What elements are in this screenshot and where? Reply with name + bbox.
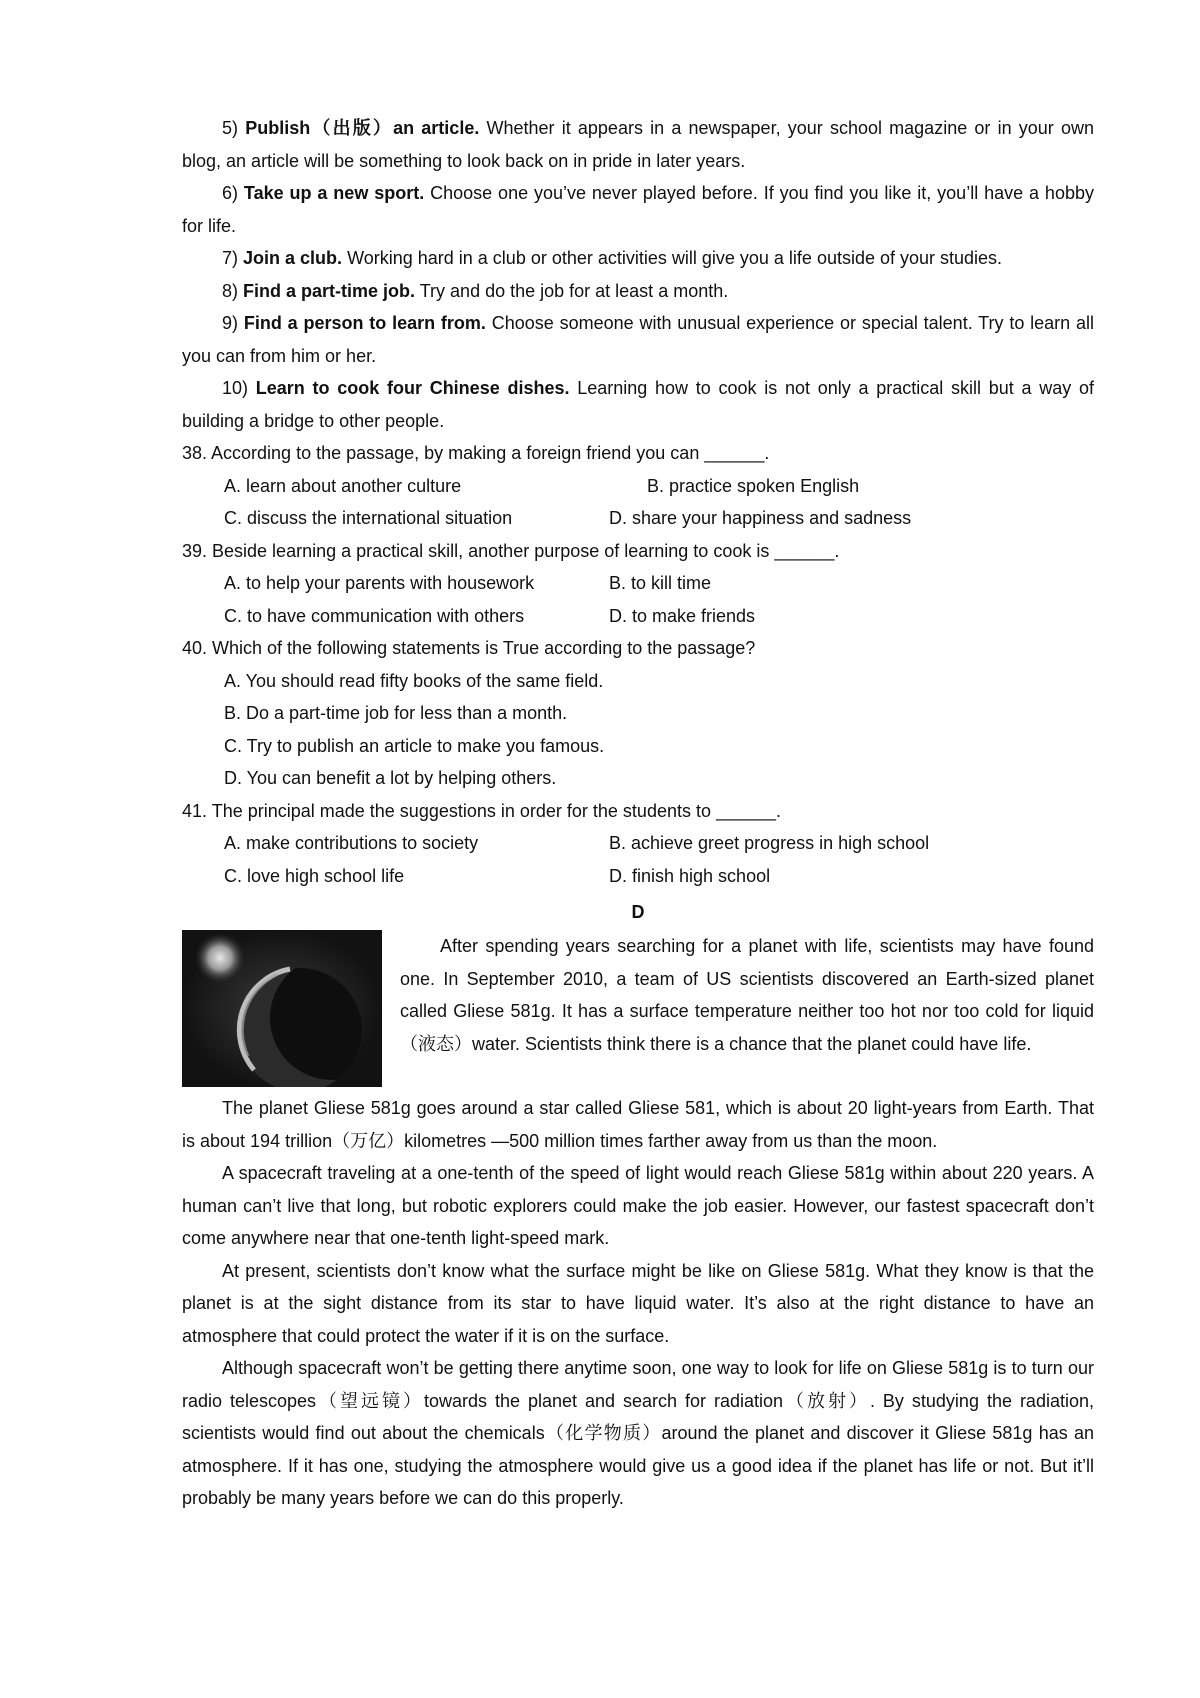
options-row <box>182 600 1094 633</box>
options-row <box>182 470 1094 503</box>
suggestion-list <box>182 112 1094 1515</box>
option-b: B. to kill time <box>609 573 712 593</box>
option-a: A. to help your parents with housework <box>224 573 535 593</box>
list-item: 5) Publish（出版）an article. Whether it appears in a newspaper, your school magazine or in your own blog, an article will be something to look back on in pride in later years. <box>182 118 1094 171</box>
question-stem: 41. The principal made the suggestions in order for the students to ______. <box>182 800 782 821</box>
option-d: D. to make friends <box>609 605 756 626</box>
planet-illustration <box>182 930 382 1087</box>
list-item: 8) Find a part-time job. Try and do the job for at least a month. <box>222 280 729 301</box>
list-item: 6) Take up a new sport. Choose one you’ve never played before. If you find you like it, you’ll have a hobby for life. <box>182 183 1094 236</box>
paragraph: After spending years searching for a planet with life, scientists may have found one. In September 2010, a team of US scientists discovered an Earth-sized planet called Gliese 581g. It has a surface temperature neither too hot nor too cold for liquid（液态）water. Scientists think there is a chance that the planet could have life. <box>400 936 1094 1054</box>
option-a: A. make contributions to society <box>224 833 479 853</box>
option-b: B. Do a part-time job for less than a month. <box>224 703 568 723</box>
option-b: B. practice spoken English <box>647 475 860 496</box>
option-a: A. learn about another culture <box>224 475 462 496</box>
paragraph: Although spacecraft won’t be getting there anytime soon, one way to look for life on Gliese 581g is to turn our radio telescopes（望远镜）towards the planet and search for radiation（放射）. By studying the radiation, scientists would find out about the chemicals（化学物质）around the planet and discover it Gliese 581g has an atmosphere. If it has one, studying the atmosphere would give us a good idea if the planet has life or not. But it’ll probably be many years before we can do this properly. <box>182 1358 1094 1508</box>
option-b: B. achieve greet progress in high school <box>609 833 930 853</box>
question-stem: 39. Beside learning a practical skill, another purpose of learning to cook is ______. <box>182 540 840 561</box>
option-d: D. You can benefit a lot by helping others. <box>224 768 557 788</box>
options-row <box>182 860 1094 893</box>
section-heading: D <box>631 902 645 922</box>
option-d: D. finish high school <box>609 865 771 886</box>
option-c: C. discuss the international situation <box>224 508 513 528</box>
options-row <box>182 502 1094 535</box>
option-d: D. share your happiness and sadness <box>609 508 912 528</box>
options-row <box>182 827 1094 860</box>
list-item: 10) Learn to cook four Chinese dishes. Learning how to cook is not only a practical skill but a way of building a bridge to other people. <box>182 378 1094 431</box>
question-stem: 38. According to the passage, by making a foreign friend you can ______. <box>182 443 770 463</box>
option-c: C. to have communication with others <box>224 605 525 626</box>
paragraph: At present, scientists don’t know what the surface might be like on Gliese 581g. What they know is that the planet is at the sight distance from its star to have liquid water. It’s also at the right distance to have an atmosphere that could protect the water if it is on the surface. <box>182 1260 1094 1346</box>
question-stem: 40. Which of the following statements is True according to the passage? <box>182 638 756 658</box>
list-item: 9) Find a person to learn from. Choose someone with unusual experience or special talent. Try to learn all you can from him or her. <box>182 313 1094 366</box>
option-c: C. Try to publish an article to make you famous. <box>224 735 605 756</box>
option-a: A. You should read fifty books of the same field. <box>224 670 604 691</box>
paragraph: A spacecraft traveling at a one-tenth of the speed of light would reach Gliese 581g within about 220 years. A human can’t live that long, but robotic explorers could make the job easier. However, our fastest spacecraft don’t come anywhere near that one-tenth light-speed mark. <box>182 1163 1094 1248</box>
option-c: C. love high school life <box>224 865 405 886</box>
options-row <box>182 567 1094 600</box>
planet-image <box>182 930 382 1087</box>
paragraph: The planet Gliese 581g goes around a star called Gliese 581, which is about 20 light-years from Earth. That is about 194 trillion（万亿）kilometres —500 million times farther away from us than the moon. <box>182 1098 1094 1151</box>
section-d-intro <box>182 930 1094 1092</box>
list-item: 7) Join a club. Working hard in a club or other activities will give you a life outside of your studies. <box>222 248 1003 268</box>
